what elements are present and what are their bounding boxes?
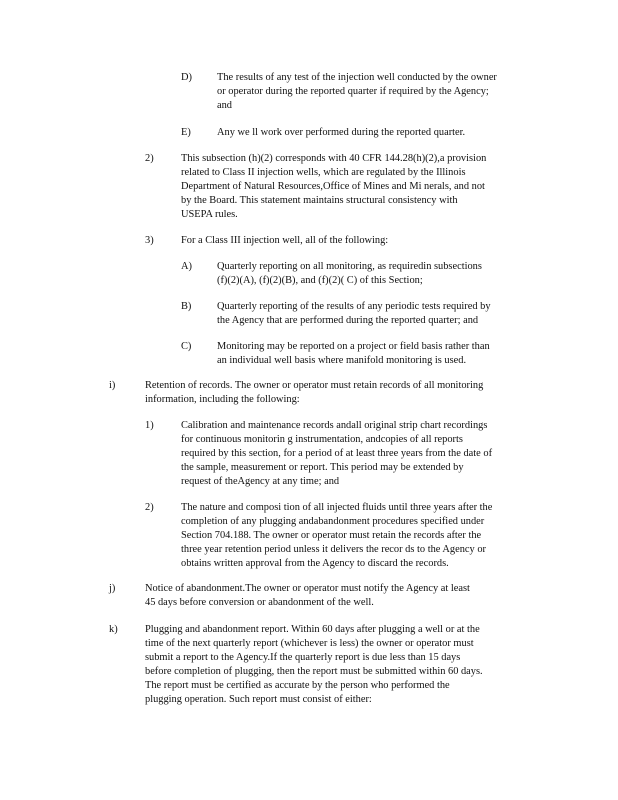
item-label: D) [181, 72, 192, 83]
item-label: 2) [145, 502, 154, 513]
item-text: Any we ll work over performed during the reported quarter. [217, 127, 466, 138]
item-label: 1) [145, 420, 154, 431]
item-label: j) [109, 583, 116, 594]
item-label: B) [181, 301, 192, 312]
item-label: 2) [145, 153, 154, 164]
item-label: k) [109, 624, 118, 635]
item-label: C) [181, 341, 192, 352]
item-text: Notice of abandonment.The owner or operator must notify the Agency at least 45 days before conversion or abandonment of the well. [145, 583, 470, 608]
item-text: For a Class III injection well, all of the following: [181, 235, 389, 246]
item-label: i) [109, 380, 116, 391]
item-label: A) [181, 261, 192, 272]
item-label: E) [181, 127, 191, 138]
item-label: 3) [145, 235, 154, 246]
item-text: The nature and composi tion of all injected fluids until three years after the completion of any plugging andabandonment procedures specified under Section 704.188. The owner or operator must retain the records after the three year retention period unless it delivers the recor ds to the Agency or obtains written approval from the Agency to discard the records. [181, 502, 493, 569]
item-text: Quarterly reporting on all monitoring, as requiredin subsections (f)(2)(A), (f)(2)(B), and (f)(2)( C) of this Section; [217, 261, 482, 286]
item-text: Plugging and abandonment report. Within 60 days after plugging a well or at the time of the next quarterly report (whichever is less) the owner or operator must submit a report to the Agency.If the quarterly report is due less than 15 days before completion of plugging, then the report must be submitted within 60 days. The report must be certified as accurate by the person who performed the plugging operation. Such report must consist of either: [145, 624, 483, 705]
item-text: Retention of records. The owner or operator must retain records of all monitoring information, including the following: [145, 380, 484, 405]
item-text: Calibration and maintenance records andall original strip chart recordings for continuous monitorin g instrumentation, andcopies of all reports required by this section, for a period of at least three years from the date of the sample, measurement or report. This period may be extended by request of theAgency at any time; and [181, 420, 493, 487]
item-text: The results of any test of the injection well conducted by the owner or operator during the reported quarter if required by the Agency; and [217, 72, 497, 111]
item-text: Monitoring may be reported on a project or field basis rather than an individual well basis where manifold monitoring is used. [217, 341, 490, 366]
item-text: Quarterly reporting of the results of any periodic tests required by the Agency that are performed during the reported quarter; and [217, 301, 491, 326]
item-text: This subsection (h)(2) corresponds with 40 CFR 144.28(h)(2),a provision related to Class II injection wells, which are regulated by the Illinois Department of Natural Resources,Office of Mines and Mi nerals, and not by the Board. This statement maintains structural consistency with USEPA rules. [181, 153, 487, 220]
